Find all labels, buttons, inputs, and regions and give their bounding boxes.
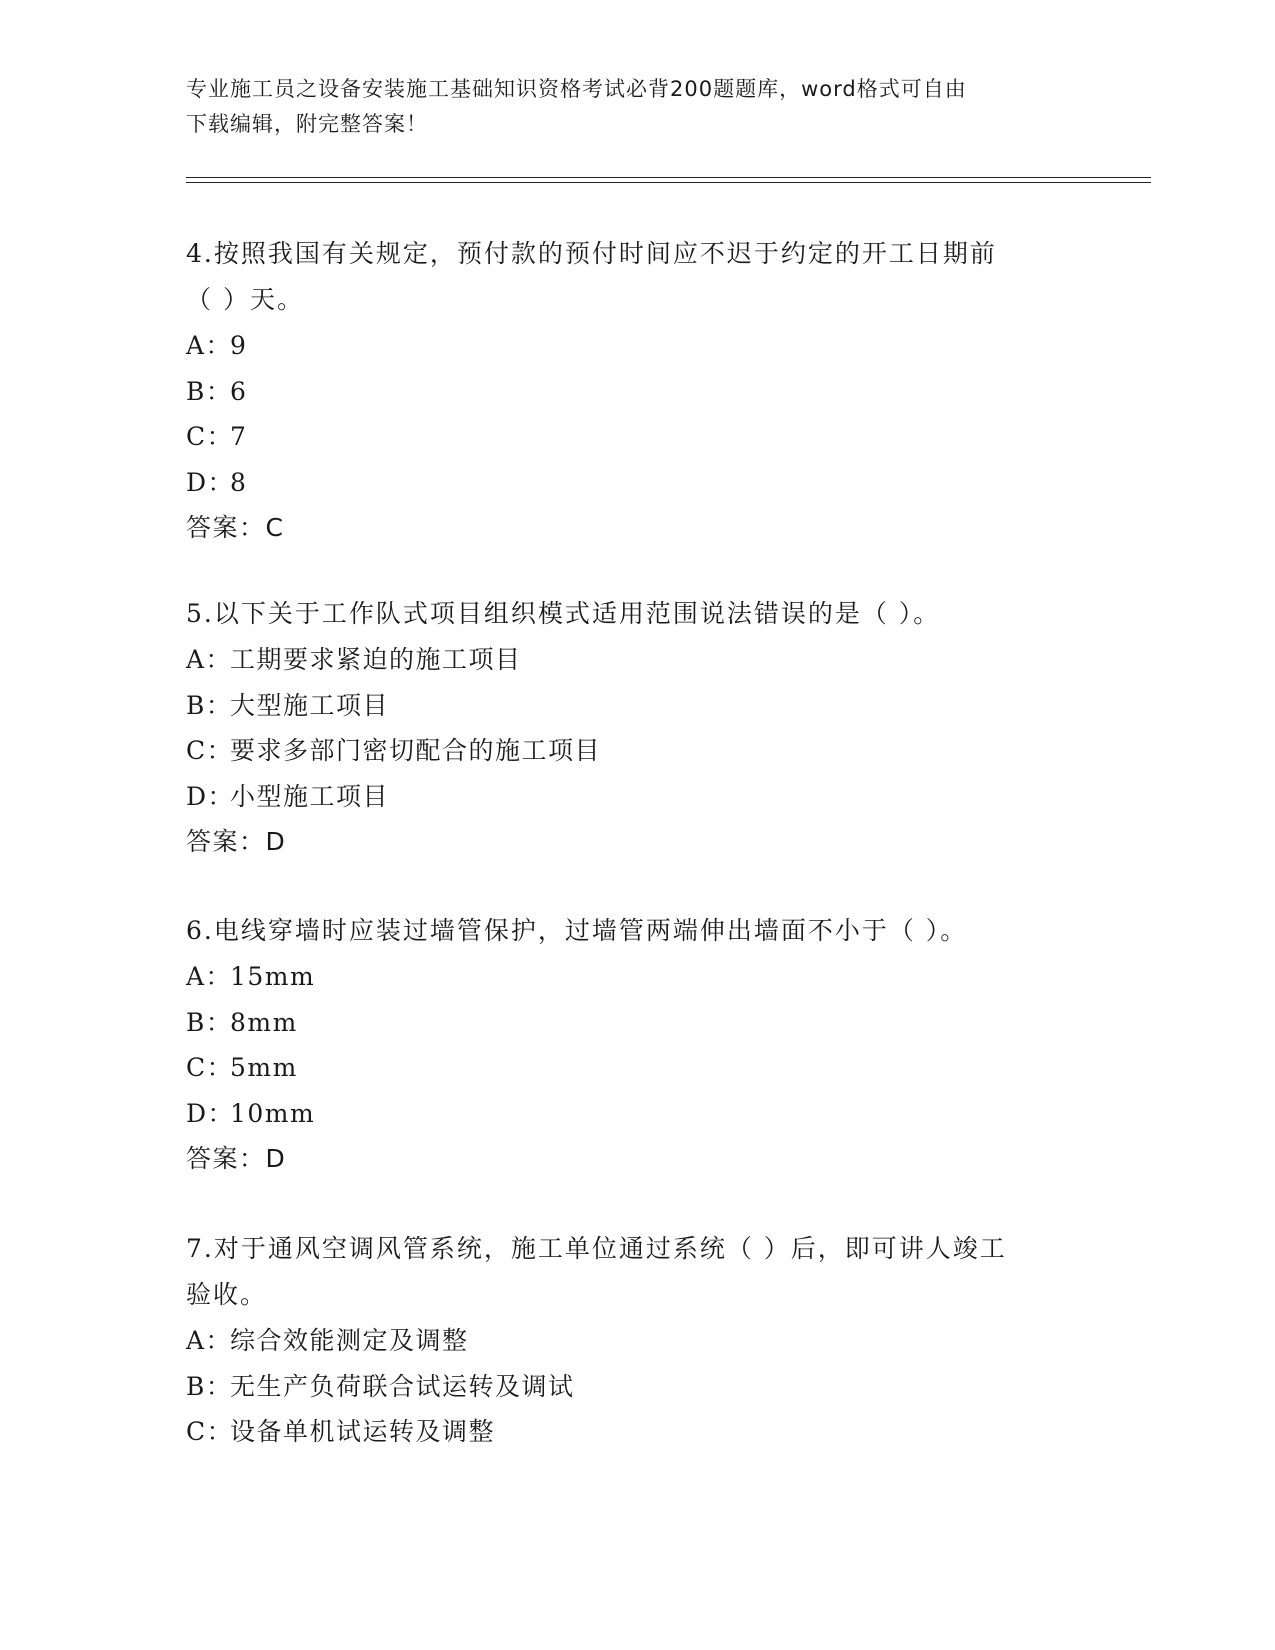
header-divider-top <box>186 177 1151 178</box>
option-text: 8 <box>230 467 248 497</box>
header-divider-bottom <box>186 182 1151 183</box>
option-text: 8mm <box>230 1007 298 1037</box>
question-6 <box>186 908 1086 1182</box>
option-d <box>186 774 1086 820</box>
question-7 <box>186 1226 1086 1455</box>
option-c <box>186 414 1086 460</box>
option-b <box>186 1364 1086 1410</box>
option-letter: A： <box>186 962 233 991</box>
option-letter: B： <box>186 376 233 406</box>
header-title-line-2: 下载编辑，附完整答案！ <box>186 112 428 136</box>
option-letter: D： <box>186 781 235 811</box>
option-text: 5mm <box>230 1053 298 1082</box>
question-stem-line-1: 4.按照我国有关规定，预付款的预付时间应不迟于约定的开工日期前 <box>186 239 997 268</box>
question-stem-line-1: 5.以下关于工作队式项目组织模式适用范围说法错误的是（ ）。 <box>186 599 941 628</box>
option-letter: B： <box>186 1371 233 1401</box>
option-letter: A： <box>186 331 233 360</box>
option-text: 7 <box>230 422 248 451</box>
option-text: 要求多部门密切配合的施工项目 <box>230 736 602 765</box>
option-letter: A： <box>186 645 233 674</box>
option-letter: B： <box>186 690 233 720</box>
option-a <box>186 954 1086 1000</box>
option-a <box>186 323 1086 369</box>
option-text: 无生产负荷联合试运转及调试 <box>230 1371 575 1401</box>
option-c <box>186 1409 1086 1455</box>
question-4 <box>186 231 1086 551</box>
header-title-line-1: 专业施工员之设备安装施工基础知识资格考试必背200题题库，word格式可自由 <box>186 77 967 101</box>
option-text: 10mm <box>230 1098 316 1128</box>
option-text: 工期要求紧迫的施工项目 <box>230 645 522 674</box>
option-text: 15mm <box>230 962 316 991</box>
option-letter: C： <box>186 422 234 451</box>
option-b <box>186 1000 1086 1046</box>
option-a <box>186 637 1086 683</box>
question-stem-line-2: （ ）天。 <box>186 285 304 314</box>
option-c <box>186 728 1086 774</box>
option-letter: A： <box>186 1326 233 1355</box>
option-c <box>186 1045 1086 1091</box>
answer-line: 答案：D <box>186 1144 287 1173</box>
option-text: 设备单机试运转及调整 <box>230 1417 496 1446</box>
question-5 <box>186 591 1086 865</box>
option-text: 综合效能测定及调整 <box>230 1326 469 1355</box>
option-text: 6 <box>230 376 248 406</box>
option-letter: C： <box>186 1417 234 1446</box>
option-text: 9 <box>230 331 248 360</box>
question-stem-line-1: 6.电线穿墙时应装过墙管保护，过墙管两端伸出墙面不小于（ ）。 <box>186 916 968 945</box>
answer-line: 答案：C <box>186 513 285 542</box>
question-stem-line-1: 7.对于通风空调风管系统，施工单位通过系统（ ）后，即可讲人竣工 <box>186 1234 1007 1263</box>
option-b <box>186 683 1086 729</box>
option-b <box>186 369 1086 415</box>
option-text: 小型施工项目 <box>230 781 390 811</box>
answer-line: 答案：D <box>186 827 287 856</box>
option-letter: C： <box>186 736 234 765</box>
option-letter: B： <box>186 1007 233 1037</box>
option-d <box>186 460 1086 506</box>
option-letter: C： <box>186 1053 234 1082</box>
option-a <box>186 1318 1086 1364</box>
document-header <box>186 72 1086 142</box>
option-letter: D： <box>186 1098 235 1128</box>
option-letter: D： <box>186 467 235 497</box>
question-stem-line-2: 验收。 <box>186 1280 268 1309</box>
option-text: 大型施工项目 <box>230 690 390 720</box>
option-d <box>186 1091 1086 1137</box>
